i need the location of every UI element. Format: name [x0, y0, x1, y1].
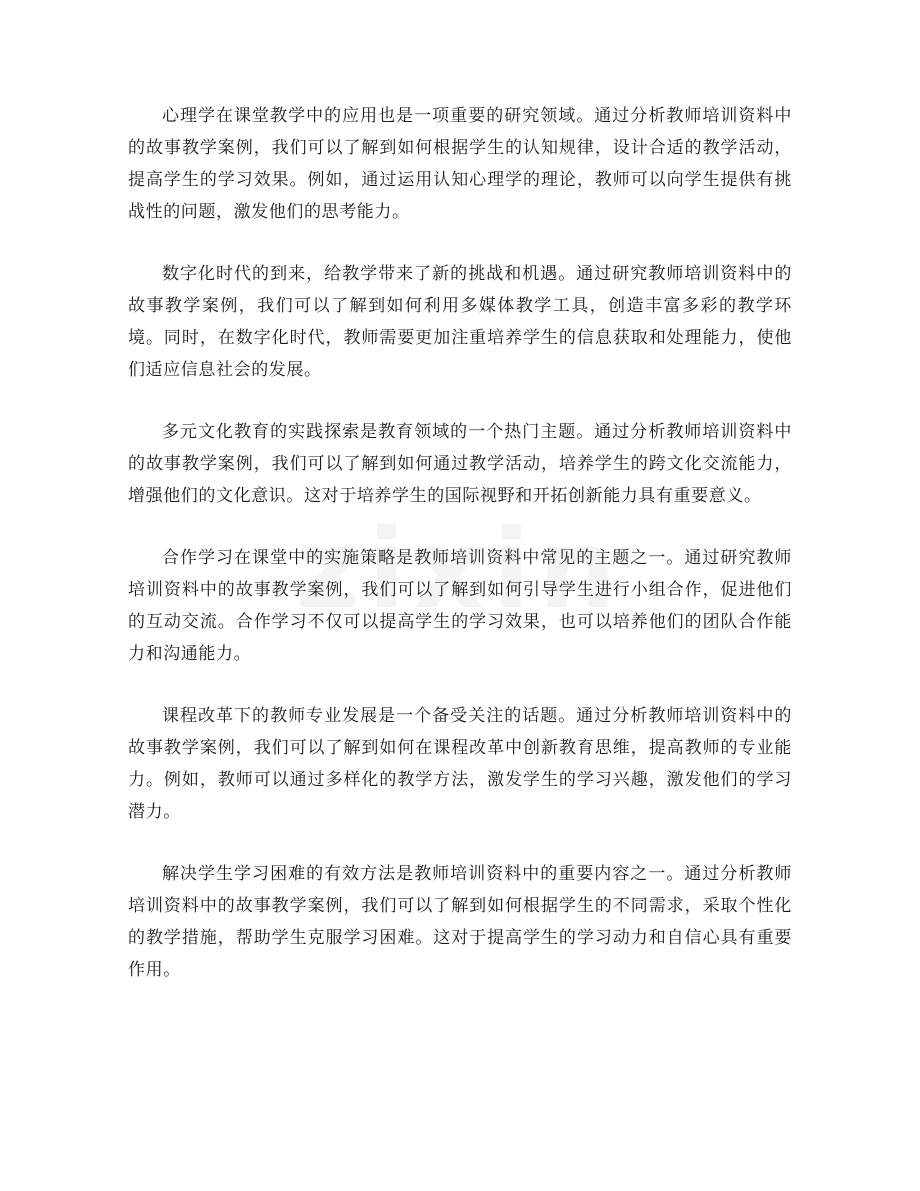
- paragraph-digital-era: 数字化时代的到来，给教学带来了新的挑战和机遇。通过研究教师培训资料中的故事教学案例，我们可以了解到如何利用多媒体教学工具，创造丰富多彩的教学环境。同时，在数字化时代，教师需要更加注重培养学生的信息获取和处理能力，使他们适应信息社会的发展。: [128, 264, 792, 380]
- paragraph-cooperative-learning: 合作学习在课堂中的实施策略是教师培训资料中常见的主题之一。通过研究教师培训资料中的故事教学案例，我们可以了解到如何引导学生进行小组合作，促进他们的互动交流。合作学习不仅可以提高学生的学习效果，也可以培养他们的团队合作能力和沟通能力。: [128, 548, 792, 664]
- paragraph-curriculum-reform: 课程改革下的教师专业发展是一个备受关注的话题。通过分析教师培训资料中的故事教学案例，我们可以了解到如何在课程改革中创新教育思维，提高教师的专业能力。例如，教师可以通过多样化的教学方法，激发学生的学习兴趣，激发他们的学习潜力。: [128, 706, 792, 822]
- paragraph-learning-difficulties: 解决学生学习困难的有效方法是教师培训资料中的重要内容之一。通过分析教师培训资料中的故事教学案例，我们可以了解到如何根据学生的不同需求，采取个性化的教学措施，帮助学生克服学习困难。这对于提高学生的学习动力和自信心具有重要作用。: [128, 864, 792, 980]
- document-body: [128, 100, 792, 1016]
- paragraph-psychology: 心理学在课堂教学中的应用也是一项重要的研究领域。通过分析教师培训资料中的故事教学案例，我们可以了解到如何根据学生的认知规律，设计合适的教学活动，提高学生的学习效果。例如，通过运用认知心理学的理论，教师可以向学生提供有挑战性的问题，激发他们的思考能力。: [128, 106, 792, 222]
- paragraph-multicultural: 多元文化教育的实践探索是教育领域的一个热门主题。通过分析教师培训资料中的故事教学案例，我们可以了解到如何通过教学活动，培养学生的跨文化交流能力，增强他们的文化意识。这对于培养学生的国际视野和开拓创新能力具有重要意义。: [128, 422, 792, 506]
